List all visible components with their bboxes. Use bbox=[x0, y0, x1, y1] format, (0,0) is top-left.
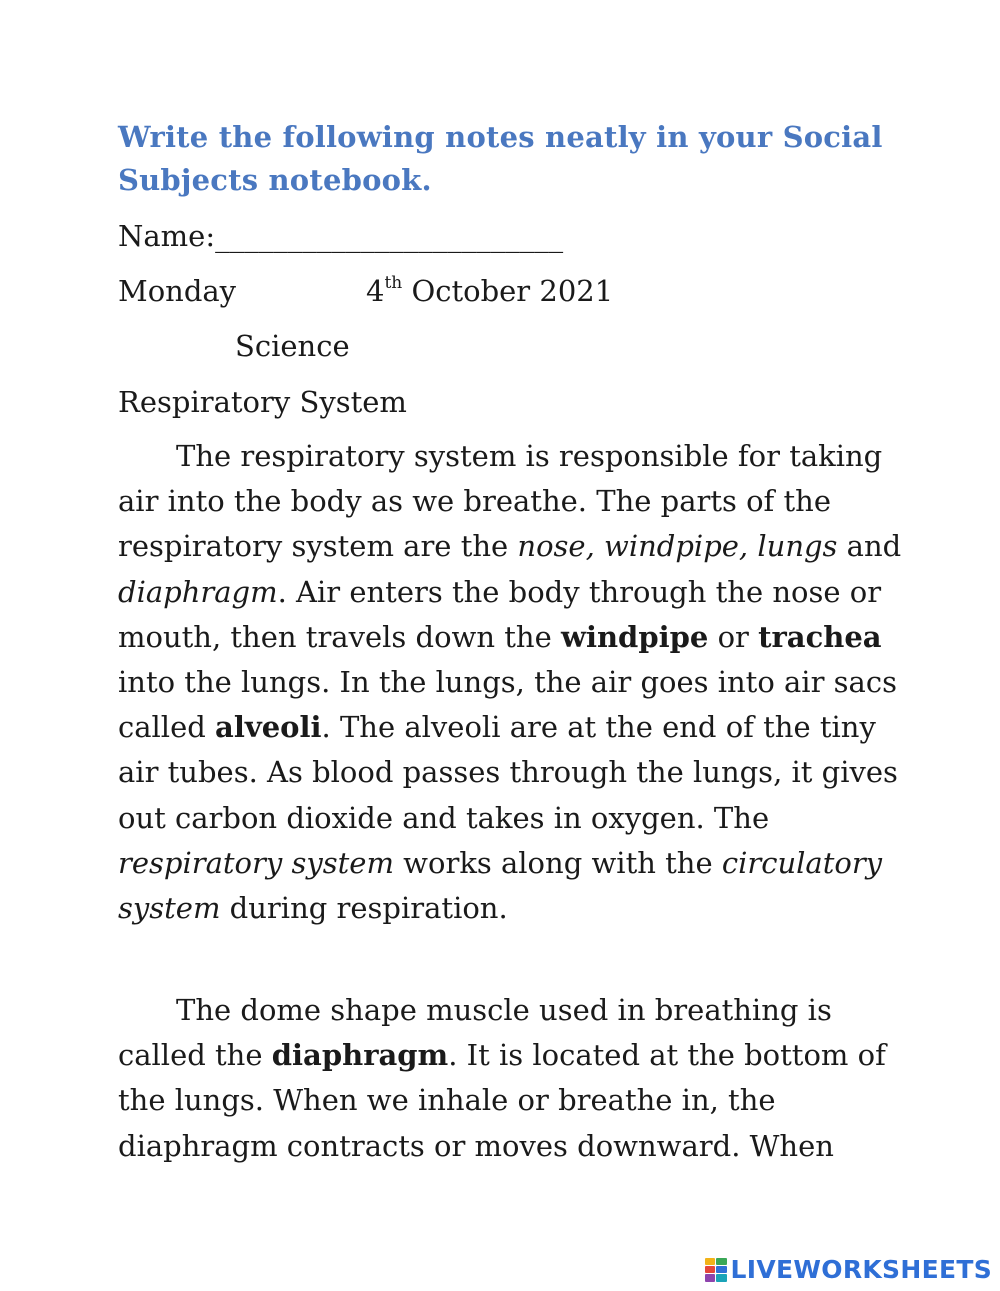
subject-title: Science bbox=[235, 329, 350, 363]
logo-block-6 bbox=[716, 1274, 727, 1281]
logo-block-2 bbox=[716, 1258, 727, 1265]
topic-title: Respiratory System bbox=[118, 385, 407, 419]
logo-block-5 bbox=[705, 1274, 716, 1281]
p2-bold-diaphragm: diaphragm bbox=[271, 1038, 449, 1073]
date-line bbox=[118, 273, 614, 309]
date-month-year: October 2021 bbox=[411, 274, 614, 308]
p1-text-1: The respiratory system is responsible for taking air into the body as we breathe. The parts of the respiratory system are the bbox=[118, 439, 883, 564]
p1-text-5: into the lungs. In the lungs, the air goes into air sacs called bbox=[118, 665, 897, 745]
date-ordinal-suffix: th bbox=[384, 273, 403, 294]
p1-text-3: . Air enters the body through the nose or mouth, then travels down the bbox=[118, 574, 882, 654]
p1-bold-windpipe: windpipe bbox=[560, 619, 709, 654]
p1-text-6: . The alveoli are at the end of the tiny air tubes. As blood passes through the lungs, it gives out carbon dioxide and takes in oxygen. The bbox=[118, 710, 898, 835]
p1-bold-alveoli: alveoli bbox=[215, 710, 322, 745]
liveworksheets-wordmark: LIVEWORKSHEETS bbox=[730, 1255, 992, 1284]
logo-block-1 bbox=[705, 1258, 716, 1265]
paragraph-diaphragm bbox=[118, 988, 908, 1169]
date-text bbox=[366, 273, 613, 309]
paragraph-respiratory-system bbox=[118, 434, 908, 931]
p2-text-1: The dome shape muscle used in breathing is called the bbox=[118, 993, 832, 1073]
p1-italic-circulatory-system: circulatory system bbox=[118, 845, 883, 926]
name-field-label: Name:________________________ bbox=[118, 219, 564, 253]
p1-text-4: or bbox=[708, 619, 759, 654]
day-of-week: Monday bbox=[118, 274, 237, 308]
p1-italic-parts: nose, windpipe, lungs bbox=[517, 529, 838, 564]
instruction-heading: Write the following notes neatly in your Social Subjects notebook. bbox=[118, 120, 883, 197]
liveworksheets-brand bbox=[705, 1255, 992, 1284]
p1-bold-trachea: trachea bbox=[758, 619, 882, 654]
p1-italic-diaphragm: diaphragm bbox=[118, 574, 278, 609]
p1-text-2: and bbox=[837, 529, 902, 564]
p1-text-8: during respiration. bbox=[220, 891, 508, 926]
logo-block-3 bbox=[705, 1266, 716, 1273]
p1-italic-respiratory-system: respiratory system bbox=[118, 845, 394, 880]
logo-block-4 bbox=[716, 1266, 727, 1273]
p2-text-2: . It is located at the bottom of the lungs. When we inhale or breathe in, the diaphragm contracts or moves downward. When bbox=[118, 1038, 886, 1163]
date-day-number: 4 bbox=[366, 274, 385, 308]
liveworksheets-logo-icon bbox=[705, 1258, 727, 1282]
p1-text-7: works along with the bbox=[393, 845, 722, 880]
